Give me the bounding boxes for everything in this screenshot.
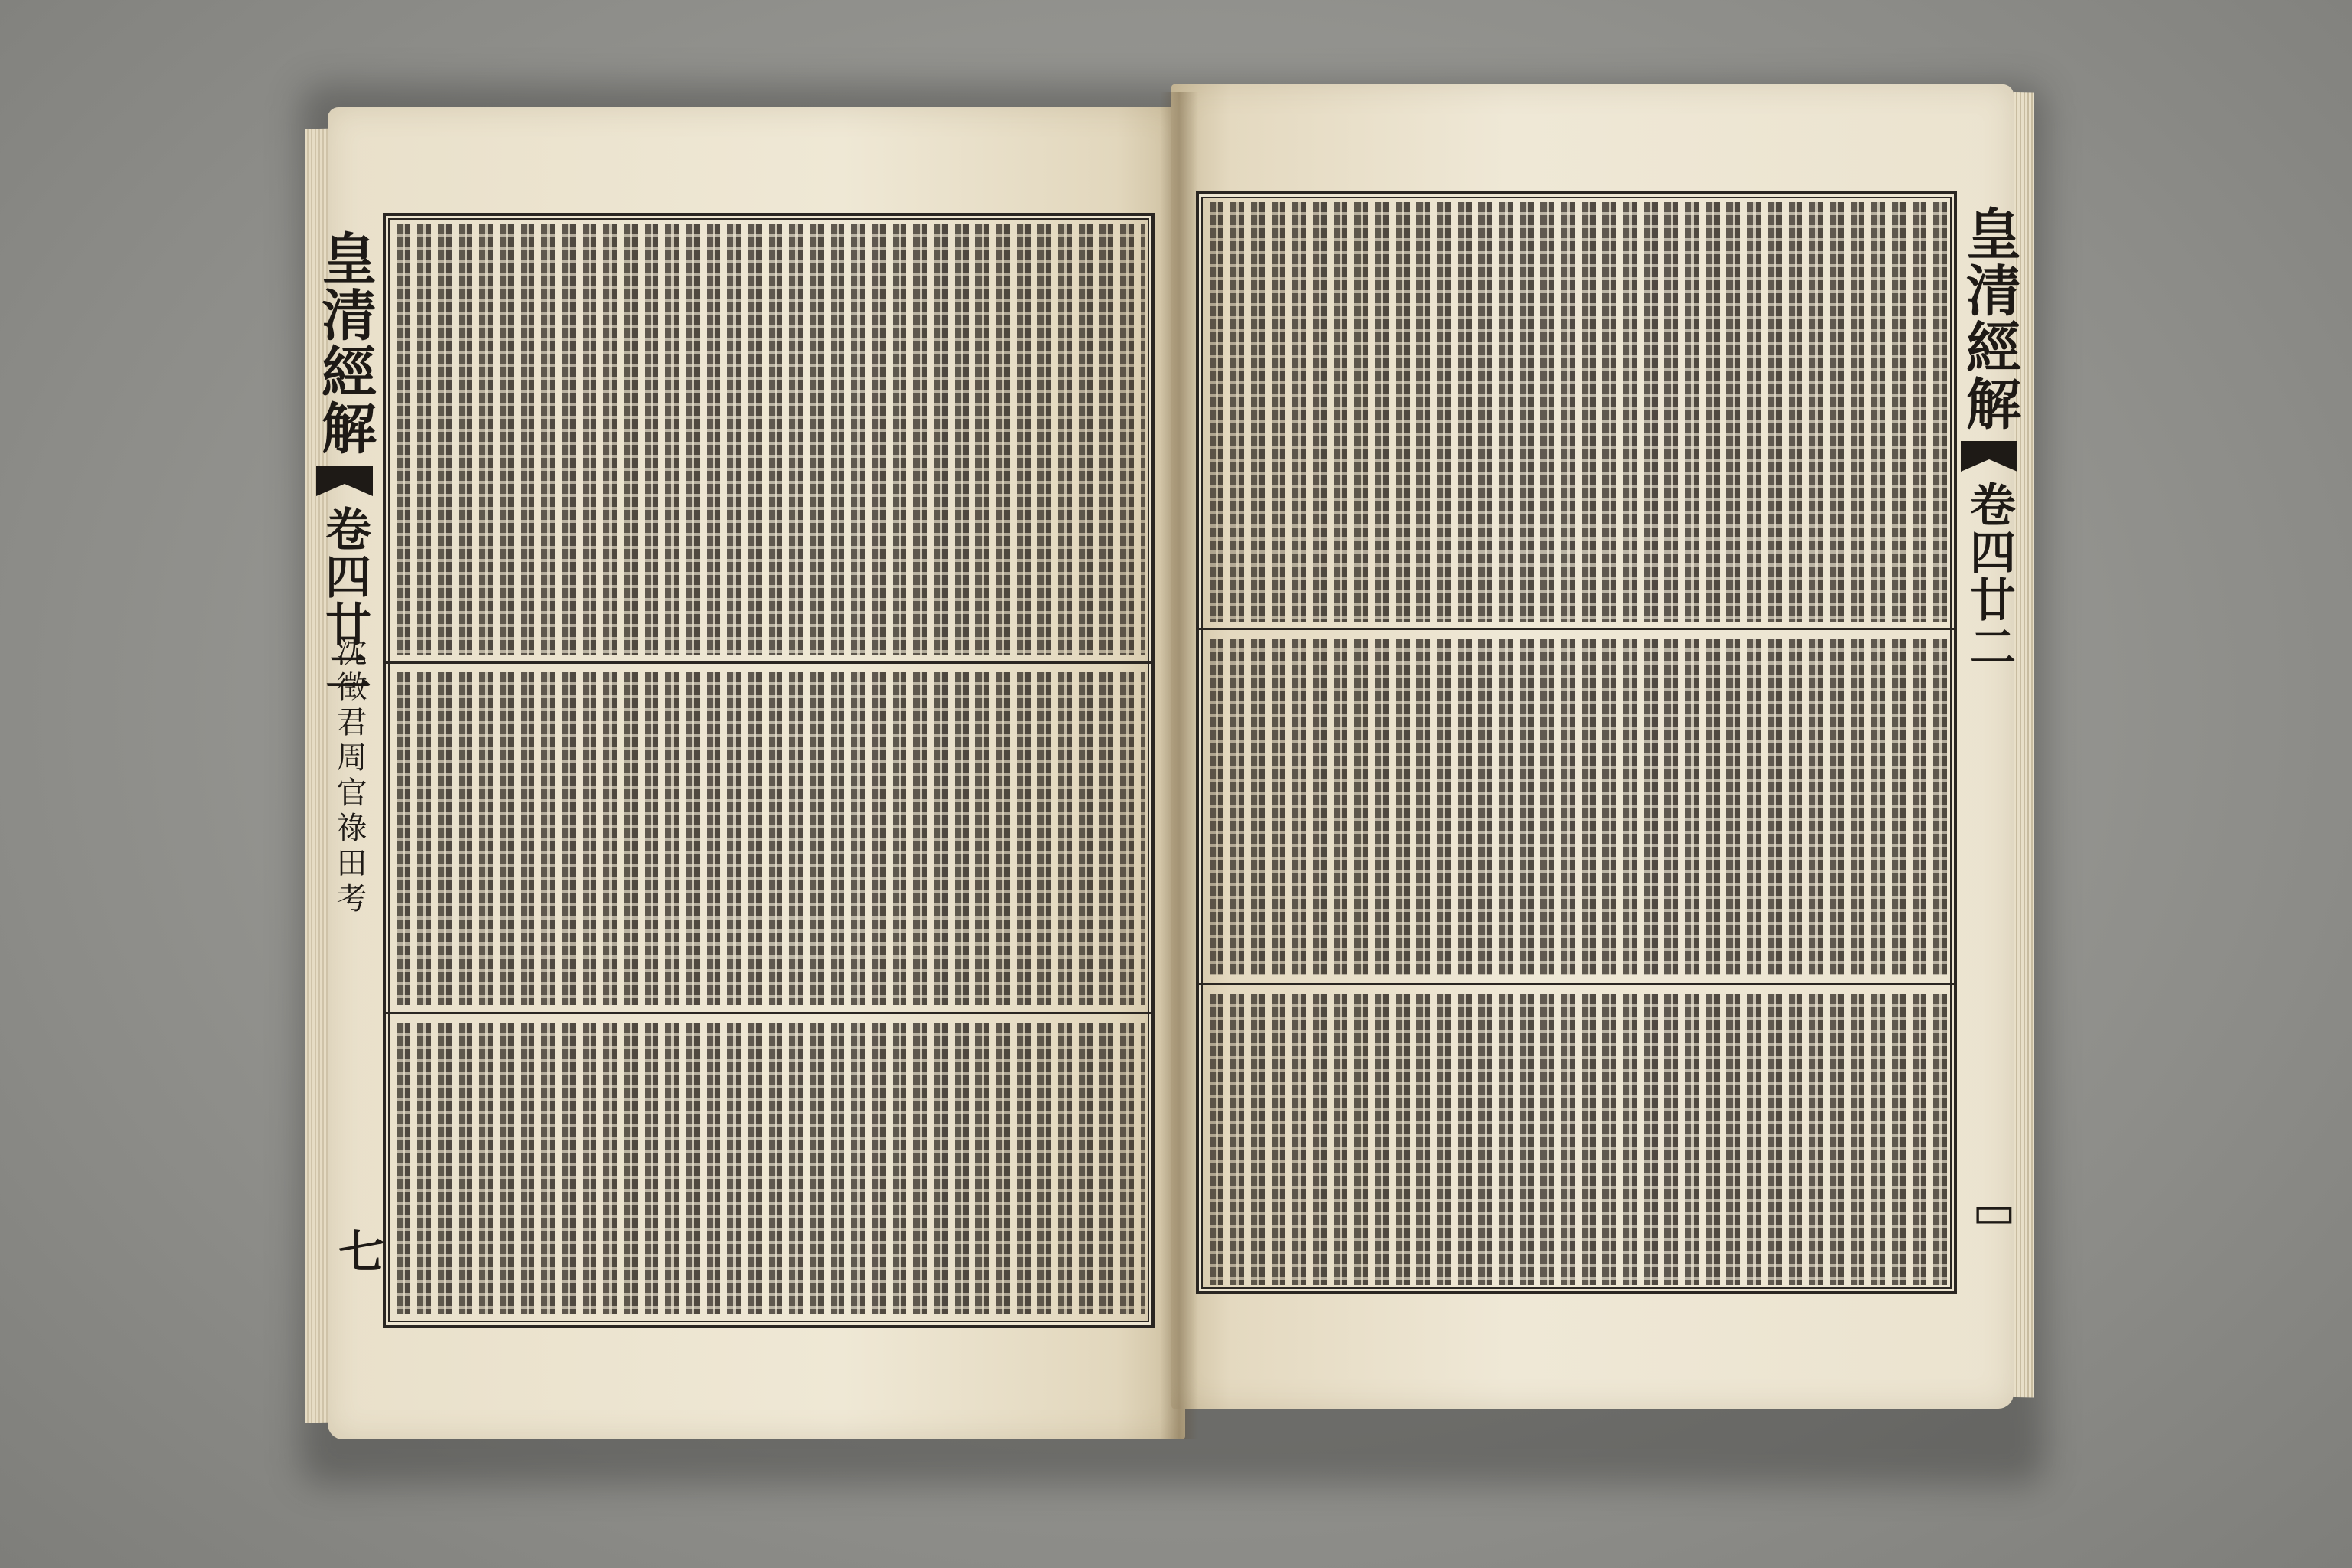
book-title: 皇清經解	[1957, 205, 2022, 432]
register-divider	[1199, 628, 1954, 630]
text-columns-middle	[1205, 639, 1948, 975]
register-divider	[386, 1012, 1152, 1014]
volume-number: 卷四廿二	[1962, 481, 2016, 671]
register-divider	[1199, 983, 1954, 985]
right-text-frame	[1196, 191, 1957, 1294]
text-columns-lower	[392, 1023, 1145, 1314]
folio-number: 七	[338, 1226, 384, 1279]
book-gutter	[1160, 92, 1198, 1439]
text-columns-upper	[1205, 202, 1948, 622]
volume-number: 卷四廿二	[318, 505, 371, 695]
running-title: 沈徵君周官祿田考	[332, 635, 367, 917]
text-columns-upper	[392, 224, 1145, 655]
left-page-margin	[306, 230, 383, 695]
left-text-frame	[383, 213, 1155, 1328]
right-page-margin	[1951, 205, 2027, 671]
fishtail-mark-icon	[1961, 441, 2017, 472]
fishtail-mark-icon	[316, 466, 373, 496]
folio-mark-icon: ▭	[1972, 1185, 2016, 1239]
register-divider	[386, 662, 1152, 664]
book-title: 皇清經解	[312, 230, 377, 456]
text-columns-middle	[392, 672, 1145, 1004]
text-columns-lower	[1205, 994, 1948, 1285]
